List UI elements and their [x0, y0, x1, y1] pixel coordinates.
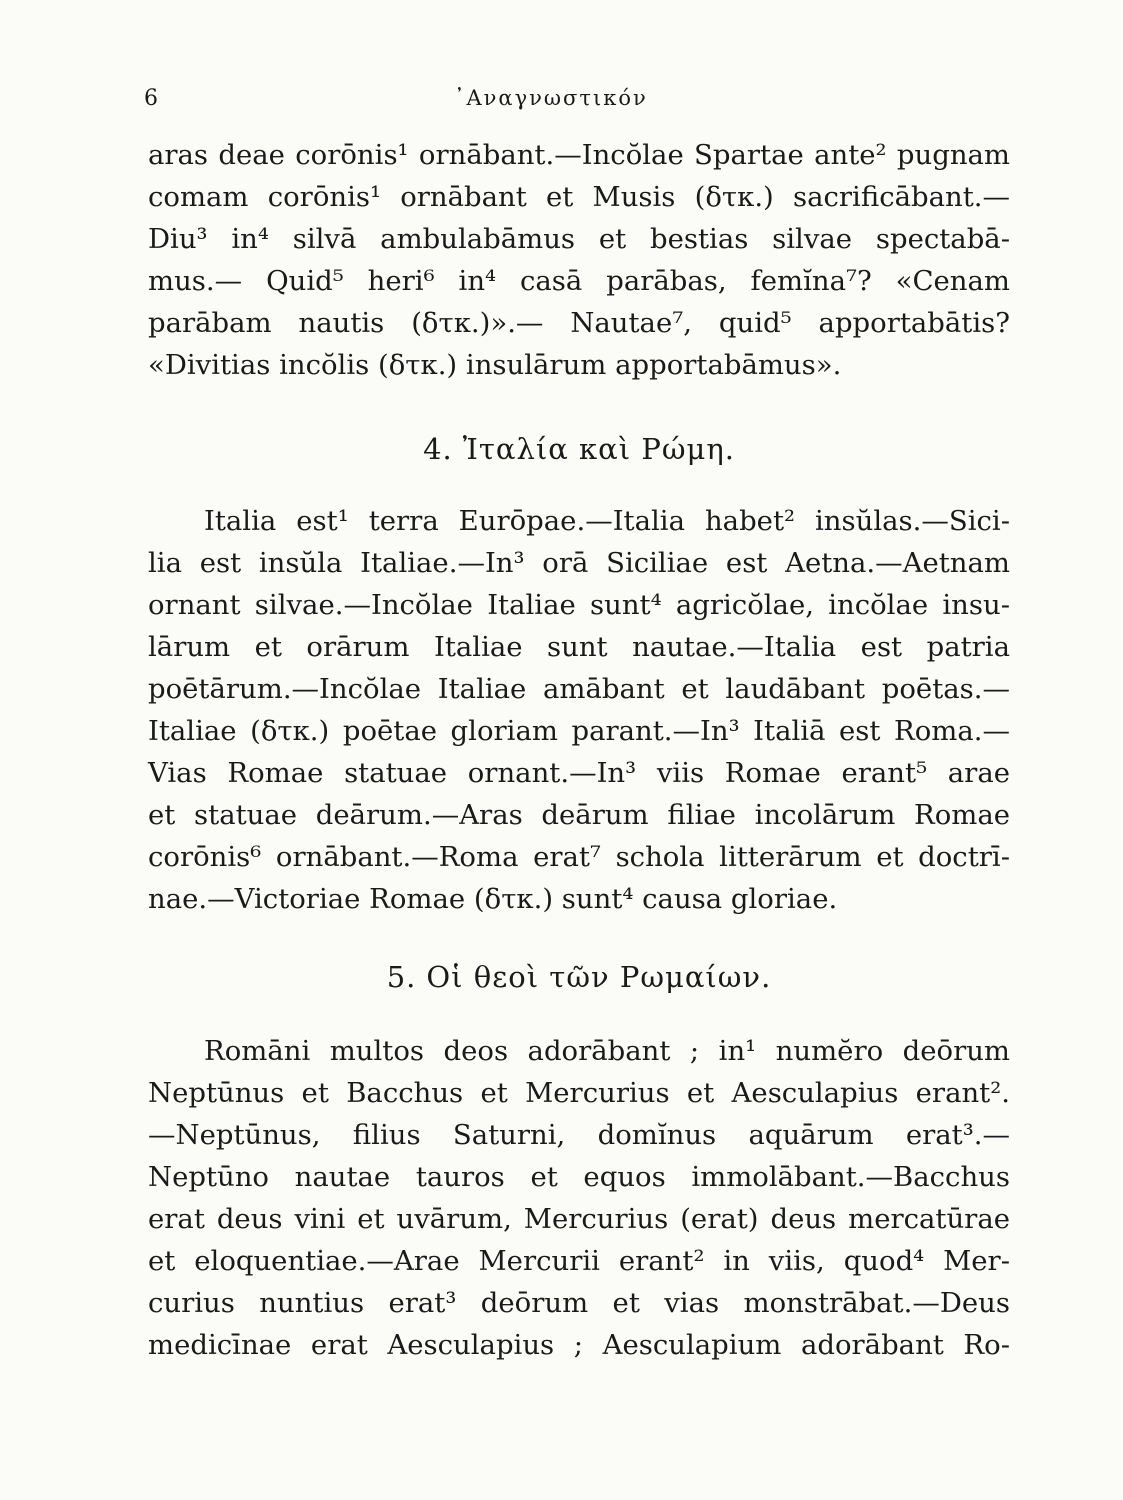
text-line: et eloquentiae.—Arae Mercurii erant² in viis, quod⁴ Mer-: [148, 1245, 1010, 1277]
text-line: corōnis⁶ ornābant.—Roma erat⁷ schola litterārum et doctrī-: [148, 841, 1010, 873]
section-title: Οἱ θεοὶ τῶν Ρωμαίων.: [426, 960, 772, 994]
intro-paragraph: [148, 134, 1010, 386]
text-line: Vias Romae statuae ornant.—In³ viis Romae erant⁵ arae: [148, 757, 1010, 789]
section-5-heading: [148, 960, 1010, 994]
page-number: 6: [144, 86, 158, 111]
text-line: Neptūnus et Bacchus et Mercurius et Aesculapius erant².: [148, 1077, 1010, 1109]
text-line: lārum et orārum Italiae sunt nautae.—Italia est patria: [148, 631, 1010, 663]
text-line: Neptūno nautae tauros et equos immolābant.—Bacchus: [148, 1161, 1010, 1193]
section-number: 5.: [386, 960, 417, 994]
text-line: Italiae (δτκ.) poētae gloriam parant.—In³ Italiā est Roma.—: [148, 715, 1010, 747]
running-title: ᾿Αναγνωστικόν: [454, 86, 648, 110]
text-line: erat deus vini et uvārum, Mercurius (erat) deus mercatūrae: [148, 1203, 1010, 1235]
text-line: «Divitias incŏlis (δτκ.) insulārum apportabāmus».: [148, 349, 842, 381]
text-line: parābam nautis (δτκ.)».— Nautae⁷, quid⁵ apportabātis?: [148, 307, 1010, 339]
text-line: aras deae corōnis¹ ornābant.—Incŏlae Spartae ante² pugnam: [148, 139, 1010, 171]
section-5-paragraph: [148, 1030, 1010, 1366]
text-line: medicīnae erat Aesculapius ; Aesculapium adorābant Ro-: [148, 1329, 1010, 1361]
text-line: et statuae deārum.—Aras deārum filiae incolārum Romae: [148, 799, 1010, 831]
text-line: nae.—Victoriae Romae (δτκ.) sunt⁴ causa gloriae.: [148, 883, 838, 915]
text-line: —Neptūnus, filius Saturni, domĭnus aquārum erat³.—: [148, 1119, 1010, 1151]
section-4-paragraph: [148, 500, 1010, 920]
section-4-heading: [148, 432, 1010, 466]
text-line: Italia est¹ terra Eurōpae.—Italia habet² insŭlas.—Sici-: [204, 505, 1010, 537]
section-number: 4.: [423, 432, 453, 466]
text-line: ornant silvae.—Incŏlae Italiae sunt⁴ agricŏlae, incŏlae insu-: [148, 589, 1010, 621]
text-line: curius nuntius erat³ deōrum et vias monstrābat.—Deus: [148, 1287, 1010, 1319]
section-title: Ἰταλία καὶ Ρώμη.: [462, 432, 735, 466]
text-line: Romāni multos deos adorābant ; in¹ numĕro deōrum: [204, 1035, 1010, 1067]
text-line: lia est insŭla Italiae.—In³ orā Siciliae est Aetna.—Aetnam: [148, 547, 1010, 579]
text-line: mus.— Quid⁵ heri⁶ in⁴ casā parābas, femĭna⁷? «Cenam: [148, 265, 1010, 297]
running-head: [144, 86, 1010, 116]
text-line: comam corōnis¹ ornābant et Musis (δτκ.) sacrificābant.—: [148, 181, 1010, 213]
text-line: poētārum.—Incŏlae Italiae amābant et laudābant poētas.—: [148, 673, 1010, 705]
text-line: Diu³ in⁴ silvā ambulabāmus et bestias silvae spectabā-: [148, 223, 1010, 255]
